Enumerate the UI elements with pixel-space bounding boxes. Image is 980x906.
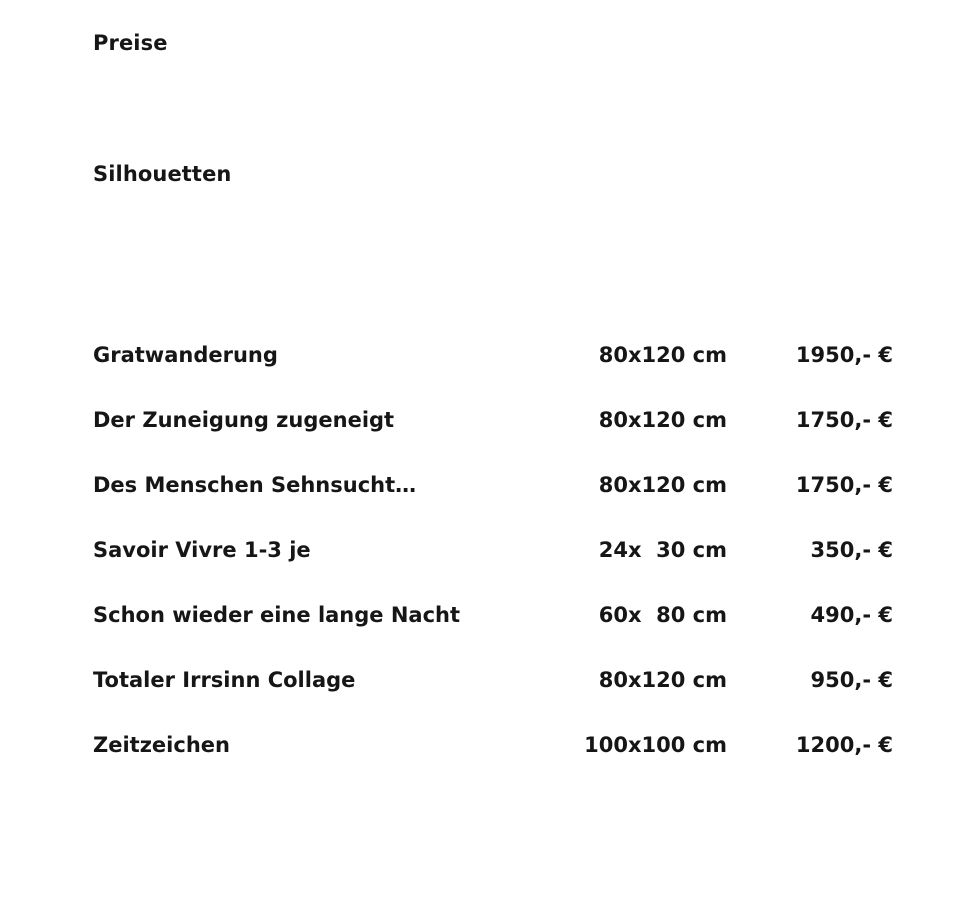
price-table-body [93, 322, 893, 777]
item-title: Savoir Vivre 1-3 je [93, 537, 311, 562]
item-price: 490,- € [810, 602, 893, 627]
table-row [93, 322, 893, 387]
item-size: 60x 80 cm [598, 602, 728, 627]
item-size: 80x120 cm [598, 667, 728, 692]
table-row [93, 712, 893, 777]
item-title: Des Menschen Sehnsucht… [93, 472, 417, 497]
item-price: 950,- € [810, 667, 893, 692]
table-row [93, 647, 893, 712]
item-price: 350,- € [810, 537, 893, 562]
item-title: Totaler Irrsinn Collage [93, 667, 356, 692]
item-size: 24x 30 cm [598, 537, 728, 562]
page-title: Preise [93, 31, 168, 55]
price-table [93, 322, 893, 777]
item-title: Gratwanderung [93, 342, 278, 367]
item-price: 1750,- € [795, 407, 893, 432]
item-price: 1950,- € [795, 342, 893, 367]
section-heading: Silhouetten [93, 162, 232, 186]
item-size: 80x120 cm [598, 342, 728, 367]
table-row [93, 387, 893, 452]
item-title: Zeitzeichen [93, 732, 230, 757]
item-price: 1750,- € [795, 472, 893, 497]
item-title: Schon wieder eine lange Nacht [93, 602, 461, 627]
table-row [93, 452, 893, 517]
item-price: 1200,- € [795, 732, 893, 757]
item-size: 80x120 cm [598, 472, 728, 497]
table-row [93, 517, 893, 582]
item-title: Der Zuneigung zugeneigt [93, 407, 395, 432]
table-row [93, 582, 893, 647]
item-size: 80x120 cm [598, 407, 728, 432]
item-size: 100x100 cm [584, 732, 728, 757]
